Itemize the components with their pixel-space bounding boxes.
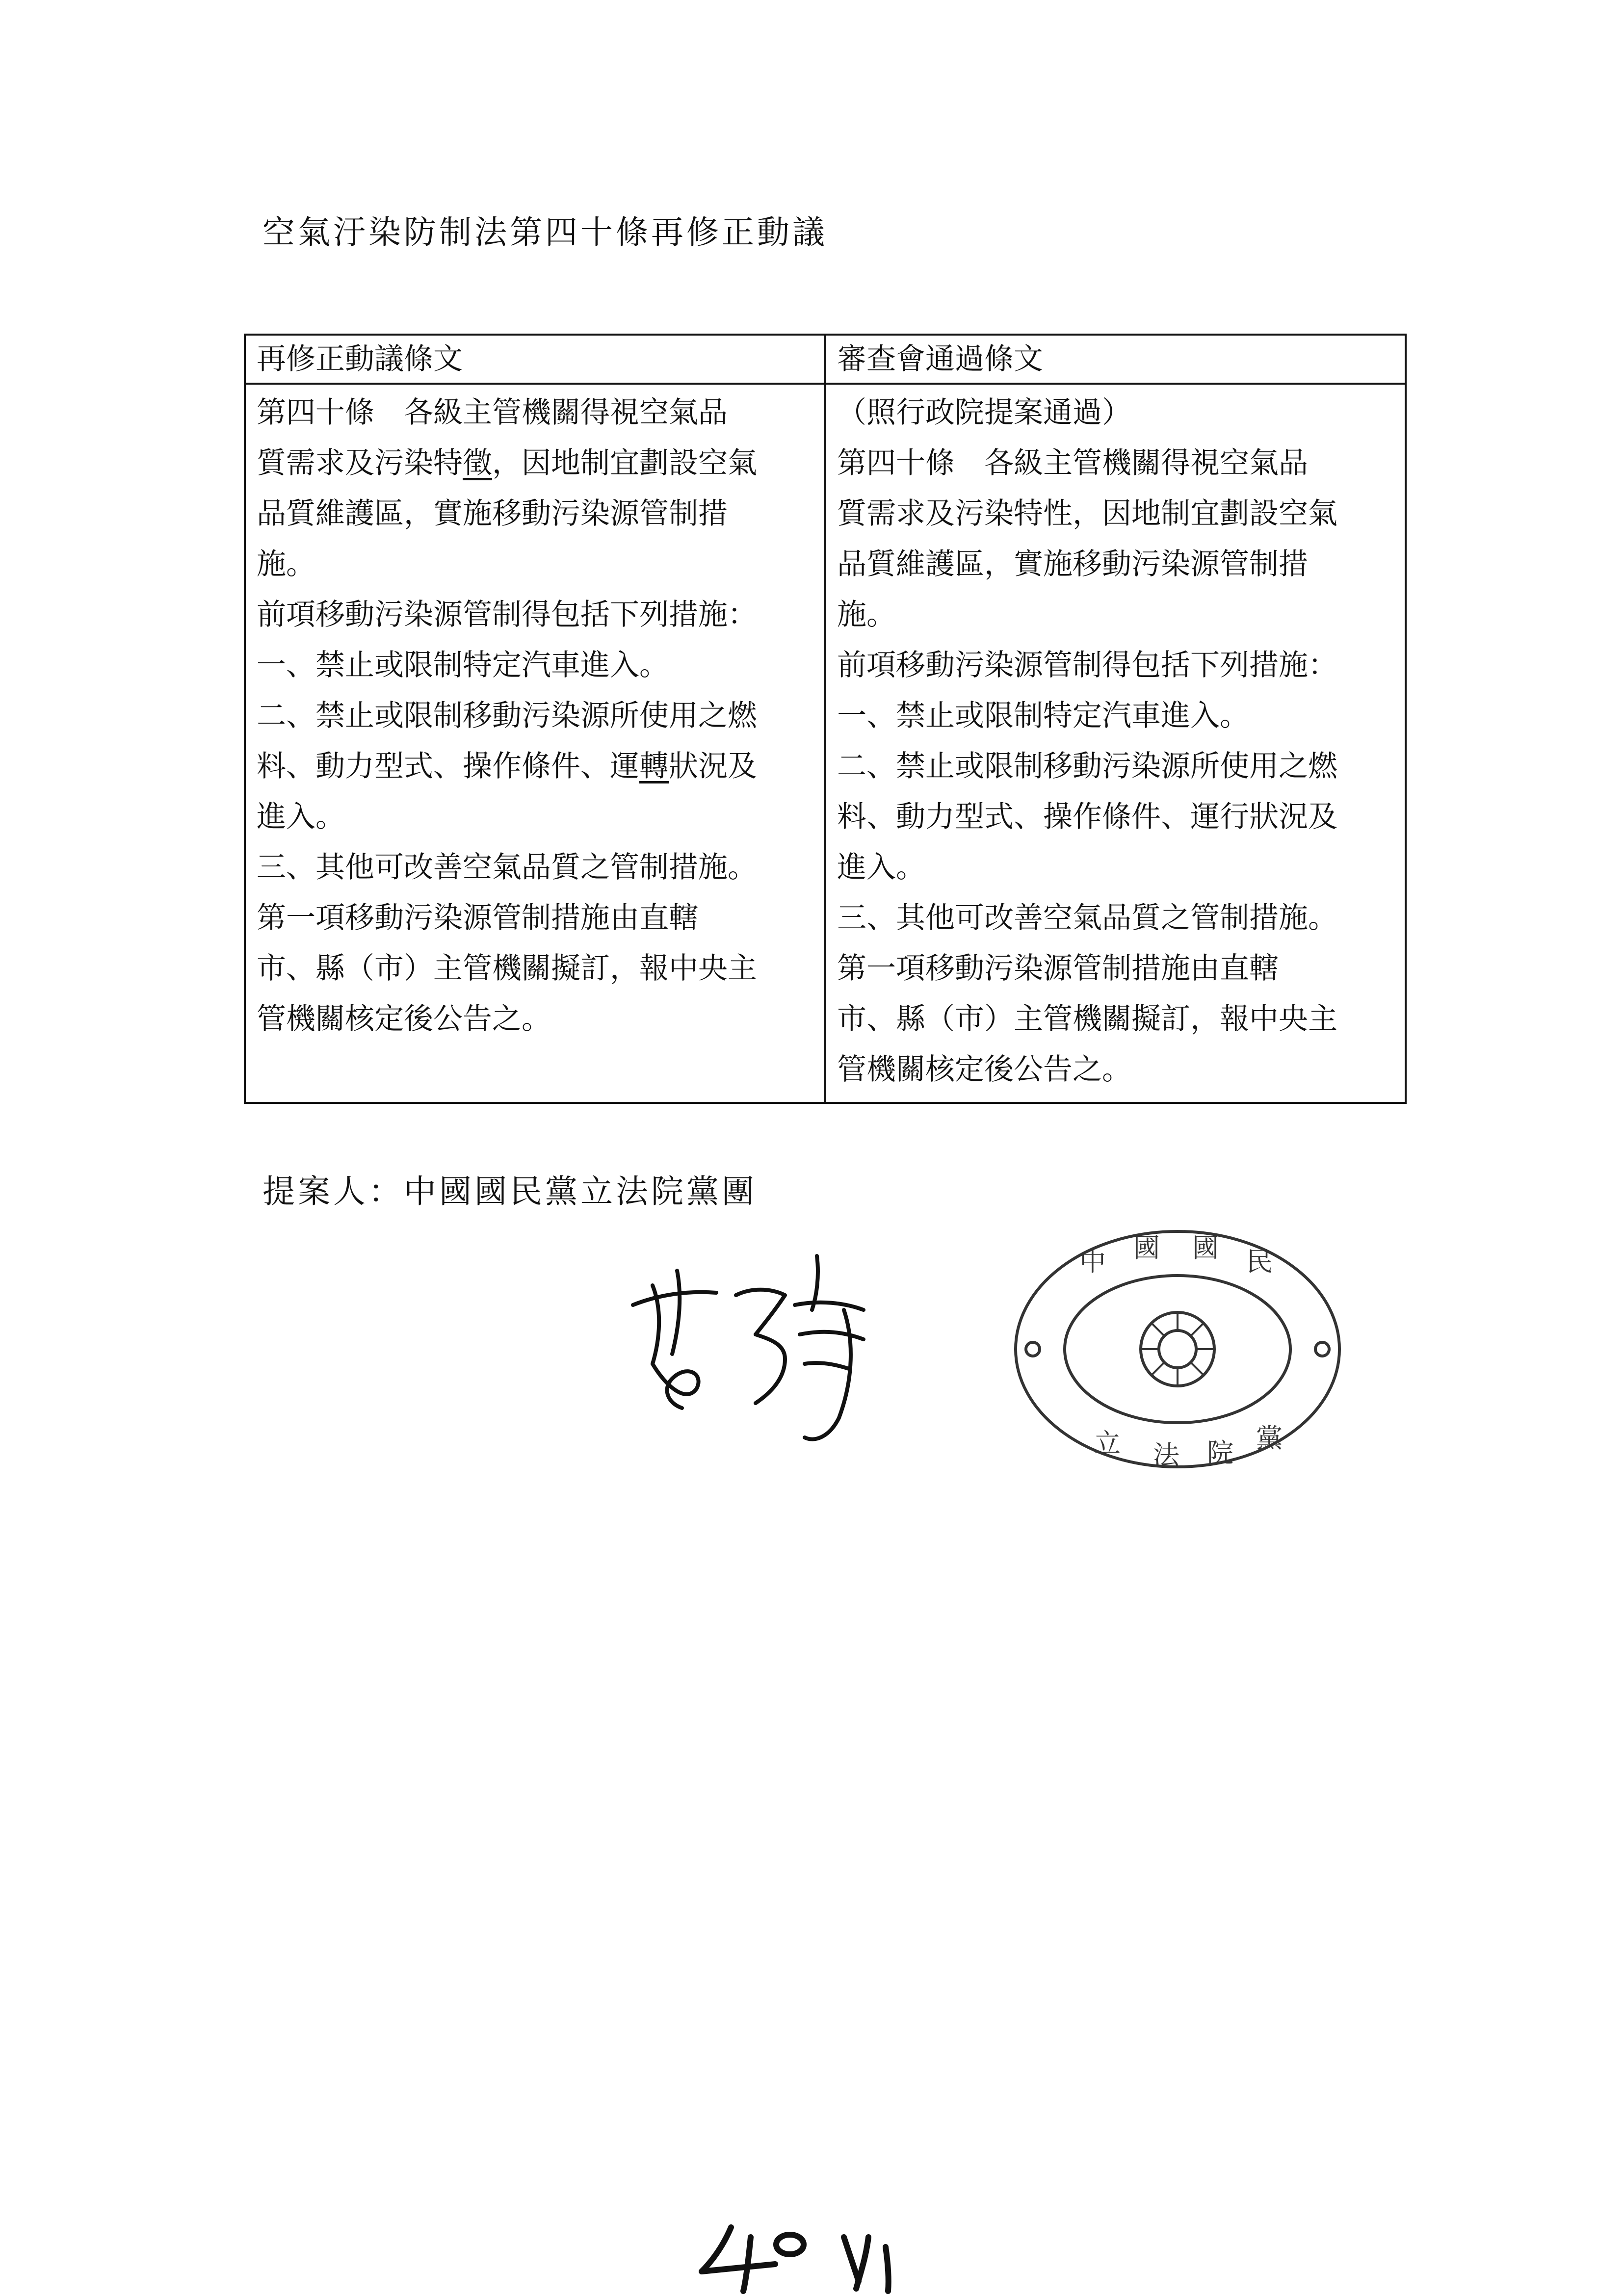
svg-text:立: 立 — [1094, 1428, 1121, 1459]
svg-text:法: 法 — [1153, 1440, 1179, 1471]
amendment-comparison-table — [244, 334, 1407, 1104]
committee-passed-text — [825, 384, 1406, 1103]
text-line: 進入。 — [257, 800, 345, 834]
text-line: 第四十條 各級主管機關得視空氣品 — [837, 446, 1308, 480]
text-line: 第一項移動污染源管制措施由直轄 — [257, 901, 698, 935]
text-line: 進入。 — [837, 850, 925, 885]
table-header-row — [245, 335, 1406, 384]
text-line: 質需求及污染特性，因地制宜劃設空氣 — [837, 496, 1337, 531]
text-line: 三、其他可改善空氣品質之管制措施。 — [837, 901, 1337, 935]
text-line — [257, 438, 813, 489]
text-line: 管機關核定後公告之。 — [257, 1002, 551, 1036]
table-body-row — [245, 384, 1406, 1103]
text-line: 一、禁止或限制特定汽車進入。 — [837, 699, 1249, 733]
document-title: 空氣汙染防制法第四十條再修正動議 — [262, 213, 828, 251]
text-line: 管機關核定後公告之。 — [837, 1052, 1131, 1087]
text-line: 前項移動污染源管制得包括下列措施： — [257, 598, 757, 632]
handwritten-page-number — [697, 2218, 903, 2296]
svg-text:民: 民 — [1246, 1246, 1273, 1277]
text-line: 市、縣（市）主管機關擬訂，報中央主 — [257, 951, 757, 986]
proposer-line: 提案人：中國國民黨立法院黨團 — [262, 1173, 757, 1210]
text-fragment: ，因地制宜劃設空氣 — [492, 446, 757, 480]
svg-text:黨: 黨 — [1256, 1423, 1283, 1454]
svg-text:院: 院 — [1207, 1437, 1233, 1468]
svg-text:中: 中 — [1079, 1246, 1106, 1277]
text-fragment: 質需求及污染特 — [257, 446, 463, 480]
text-line: 二、禁止或限制移動污染源所使用之燃 — [837, 749, 1337, 783]
text-line: 一、禁止或限制特定汽車進入。 — [257, 648, 669, 682]
text-line: 第四十條 各級主管機關得視空氣品 — [257, 395, 728, 430]
text-line: 施。 — [837, 598, 896, 632]
text-line: （照行政院提案通過） — [837, 395, 1131, 430]
text-fragment: 料、動力型式、操作條件、運 — [257, 749, 639, 783]
text-line — [257, 741, 813, 792]
text-line: 二、禁止或限制移動污染源所使用之燃 — [257, 699, 757, 733]
header-revised-motion: 再修正動議條文 — [245, 335, 825, 384]
text-line: 三、其他可改善空氣品質之管制措施。 — [257, 850, 757, 885]
text-line: 料、動力型式、操作條件、運行狀況及 — [837, 800, 1337, 834]
svg-text:國: 國 — [1192, 1232, 1219, 1263]
party-caucus-seal-icon — [1006, 1222, 1349, 1477]
text-line: 市、縣（市）主管機關擬訂，報中央主 — [837, 1002, 1337, 1036]
text-line: 品質維護區，實施移動污染源管制措 — [837, 547, 1308, 581]
text-line: 第一項移動污染源管制措施由直轄 — [837, 951, 1279, 986]
handwritten-signature-icon — [623, 1241, 898, 1457]
text-line: 品質維護區，實施移動污染源管制措 — [257, 496, 728, 531]
header-committee-passed: 審查會通過條文 — [825, 335, 1406, 384]
text-line: 前項移動污染源管制得包括下列措施： — [837, 648, 1337, 682]
text-fragment: 狀況及 — [669, 749, 757, 783]
underlined-change: 徵 — [463, 446, 492, 480]
underlined-change: 轉 — [639, 749, 669, 783]
svg-text:國: 國 — [1133, 1232, 1160, 1263]
text-line: 施。 — [257, 547, 315, 581]
revised-motion-text — [245, 384, 825, 1103]
